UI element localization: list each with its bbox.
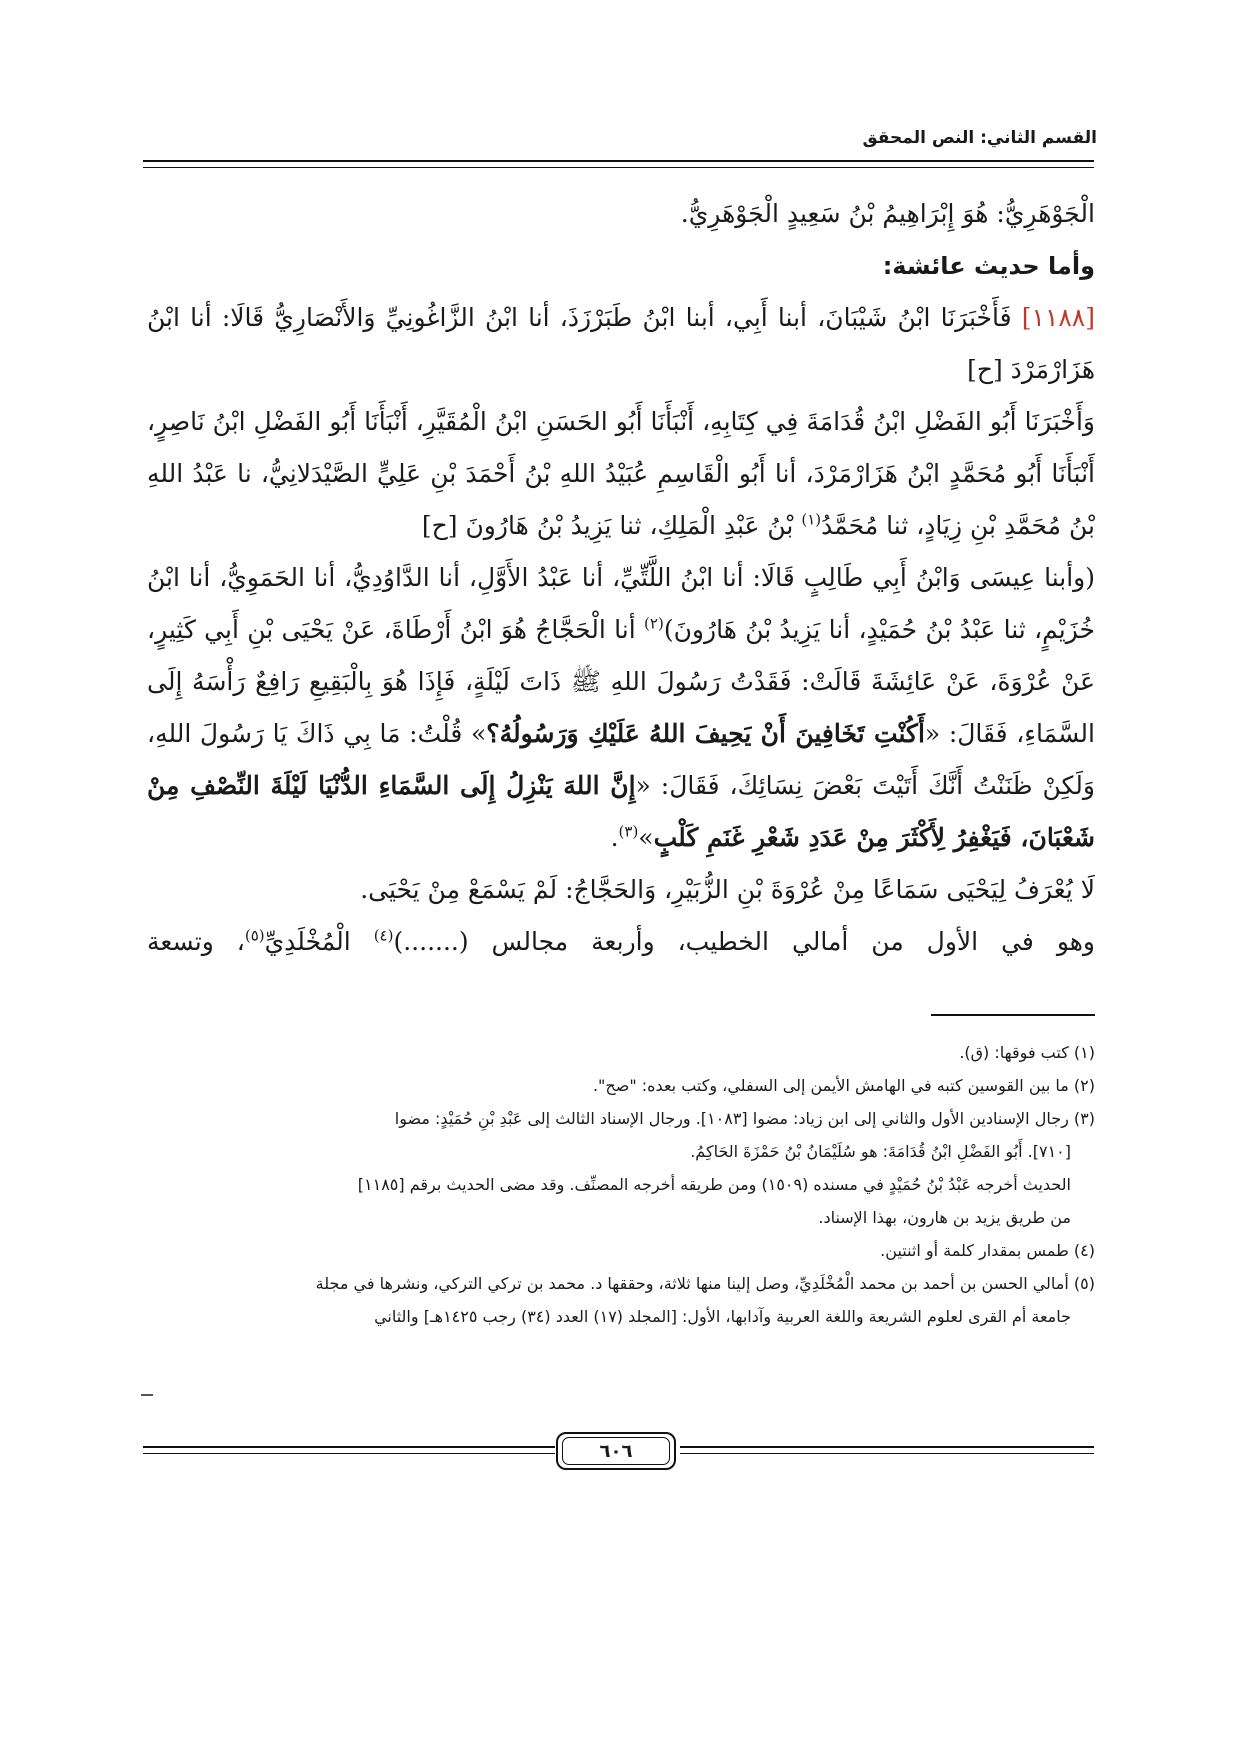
footer-rule-right-thin (680, 1453, 1094, 1454)
quote-close: » (638, 823, 654, 852)
prophet-quote-2: إِنَّ اللهَ يَنْزِلُ إِلَى السَّمَاءِ الدُّنْيَا لَيْلَةَ النِّصْفِ مِنْ شَعْبَانَ، فَيَغْفِرُ لِأَكْثَرَ مِنْ عَدَدِ شَعْرِ غَنَمِ كَلْبٍ (147, 771, 1095, 852)
footnote-ref-4: (٤) (373, 926, 394, 945)
heading-aisha: وأما حديث عائشة: (882, 252, 1095, 280)
footnote-4: (٤) طمس بمقدار كلمة أو اثنتين. (880, 1241, 1095, 1260)
continuation-dash (141, 1394, 153, 1396)
last-c-text: ، وتسعة (147, 927, 245, 956)
isnad-2a-text: وَأَخْبَرَنَا أَبُو الفَضْلِ ابْنُ قُدَامَةَ فِي كِتَابِهِ، أَنْبَأَنَا أَبُو الحَسَنِ ابْنُ الْمُقَيَّرِ، أَنْبَأَنَا أَبُو الفَضْلِ ابْنُ نَاصِرٍ، أَنْبَأَنَا أَبُو مُحَمَّدٍ ابْنُ هَزَارْمَرْدَ، أنا أَبُو الْقَاسِمِ عُبَيْدُ اللهِ بْنُ أَحْمَدَ بْنِ عَلِيٍّ الصَّيْدَلانِيُّ، نا عَبْدُ اللهِ بْنُ مُحَمَّدِ بْنِ زِيَادٍ، ثنا مُحَمَّدُ (147, 407, 1095, 540)
footer-rule-left-thick (143, 1446, 555, 1448)
footnotes (147, 1036, 1095, 1333)
footer-rule-left-thin (143, 1453, 555, 1454)
isnad-3a-text: (وأبنا عِيسَى وَابْنُ أَبِي طَالِبٍ قَالَا: أنا ابْنُ اللَّتِّيِّ، أنا عَبْدُ الأَوَّلِ، أنا الدَّاوُدِيُّ، أنا الحَمَوِيُّ، أنا ابْنُ خُزَيْمٍ، ثنا عَبْدُ بْنُ حُمَيْدٍ، أنا يَزِيدُ بْنُ هَارُونَ) (147, 563, 1095, 644)
footnote-divider (931, 1014, 1095, 1016)
isnad-3b-text: أنا الْحَجَّاجُ هُوَ ابْنُ أَرْطَاةَ، عَنْ يَحْيَى بْنِ أَبِي كَثِيرٍ، عَنْ عُرْوَةَ، عَنْ عَائِشَةَ قَالَتْ: فَقَدْتُ رَسُولَ اللهِ ﷺ ذَاتَ لَيْلَةٍ، فَإِذَا هُوَ بِالْبَقِيعِ رَافِعٌ رَأْسَهُ إِلَى السَّمَاءِ، فَقَالَ: « (147, 615, 1095, 748)
header-rule-thin (143, 167, 1094, 168)
paragraph-isnad-2 (147, 396, 1095, 552)
paragraph-amali (147, 916, 1095, 968)
last-b-text: الْمُخْلَدِيِّ (264, 927, 374, 956)
footnote-3-line-1: (٣) رجال الإسنادين الأول والثاني إلى ابن زياد: مضوا [١٠٨٣]. ورجال الإسناد الثالث إلى عَبْدِ بْنِ حُمَيْدٍ: مضوا (394, 1109, 1095, 1128)
paragraph-isnad-1 (147, 292, 1095, 396)
page-number (556, 1432, 676, 1470)
footnote-2: (٢) ما بين القوسين كتبه في الهامش الأيمن إلى السفلي، وكتب بعده: "صح". (592, 1076, 1095, 1095)
hadith-number: [١١٨٨] (1021, 303, 1095, 332)
main-text (147, 188, 1095, 968)
footnote-5-line-1: (٥) أمالي الحسن بن أحمد بن محمد الْمُخْلَدِيِّ، وصل إلينا منها ثلاثة، وحققها د. محمد بن تركي التركي، ونشرها في مجلة (315, 1274, 1095, 1293)
isnad-3c-text: » قُلْتُ: مَا بِي ذَاكَ يَا رَسُولَ اللهِ، وَلَكِنْ ظَنَنْتُ أَنَّكَ أَتَيْتَ بَعْضَ نِسَائِكَ، فَقَالَ: « (147, 719, 1095, 800)
footnote-ref-2: (٢) (644, 614, 664, 633)
isnad-2b-text: بْنُ عَبْدِ الْمَلِكِ، ثنا يَزِيدُ بْنُ هَارُونَ [ح] (421, 511, 802, 540)
paragraph-yuraf: لَا يُعْرَفُ لِيَحْيَى سَمَاعًا مِنْ عُرْوَةَ بْنِ الزُّبَيْرِ، وَالحَجَّاجُ: لَمْ يَسْمَعْ مِنْ يَحْيَى. (360, 875, 1095, 904)
header-rule-thick (143, 160, 1094, 162)
running-header: القسم الثاني: النص المحقق (862, 128, 1097, 148)
footnote-ref-3: (٣) (618, 822, 639, 841)
footnote-3-line-4: من طريق يزيد بن هارون، بهذا الإسناد. (818, 1208, 1071, 1227)
footnote-3-line-3: الحديث أخرجه عَبْدُ بْنُ حُمَيْدٍ في مسنده (١٥٠٩) ومن طريقه أخرجه المصنِّف. وقد مضى الحديث برقم [١١٨٥] (357, 1175, 1071, 1194)
footnote-ref-1: (١) (801, 510, 822, 529)
prophet-quote-1: أَكُنْتِ تَخَافِينَ أَنْ يَحِيفَ اللهُ عَلَيْكِ وَرَسُولُهُ؟ (486, 719, 925, 748)
footnote-ref-5: (٥) (244, 926, 265, 945)
footnote-1: (١) كتب فوقها: (ق). (959, 1043, 1095, 1062)
period: . (610, 823, 619, 852)
paragraph-hadith (147, 552, 1095, 864)
isnad-1-text: فَأَخْبَرَنَا ابْنُ شَيْبَانَ، أبنا أَبِي، أبنا ابْنُ طَبَرْزَذَ، أنا ابْنُ الزَّاغُونِيِّ وَالأَنْصَارِيُّ قَالَا: أنا ابْنُ هَزَارْمَرْدَ [ح] (147, 303, 1095, 384)
footer-rule-right-thick (680, 1446, 1094, 1448)
last-a-text: وهو في الأول من أمالي الخطيب، وأربعة مجالس (.......) (393, 927, 1095, 956)
page-number-text: ٦٠٦ (599, 1440, 633, 1462)
paragraph-jawhari: الْجَوْهَرِيُّ: هُوَ إِبْرَاهِيمُ بْنُ سَعِيدٍ الْجَوْهَرِيُّ. (680, 199, 1095, 228)
footnote-3-line-2: [٧١٠]. أَبُو الفَضْلِ ابْنُ قُدَامَةَ: هو سُلَيْمَانُ بْنُ حَمْزَةَ الحَاكِمُ. (690, 1142, 1071, 1161)
footnote-5-line-2: جامعة أم القرى لعلوم الشريعة واللغة العربية وآدابها، الأول: [المجلد (١٧) العدد (٣٤) رجب ١٤٢٥هـ] والثاني (374, 1307, 1071, 1326)
